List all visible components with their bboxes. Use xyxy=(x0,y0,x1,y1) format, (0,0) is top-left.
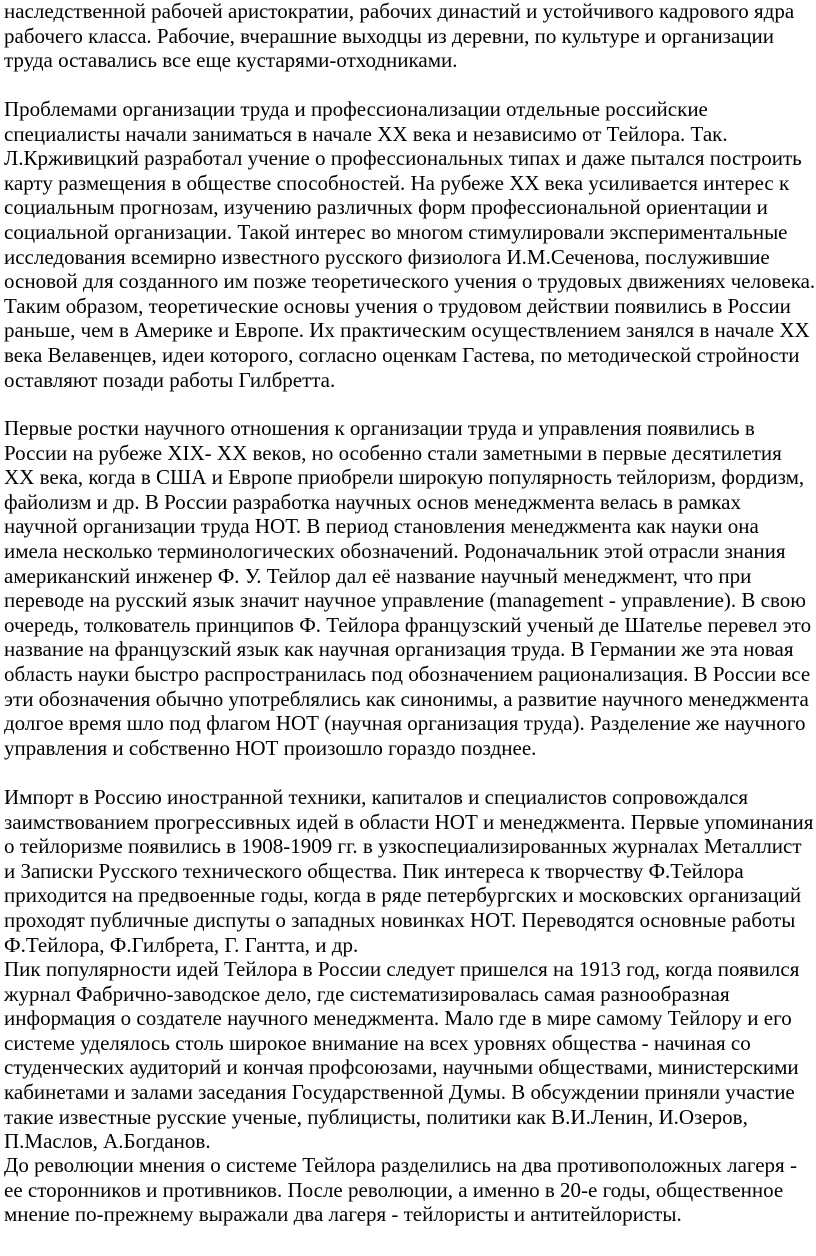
paragraph-3: Первые ростки научного отношения к организации труда и управления появились в России на рубеже XIX- XX веков, но особенно стали заметными в первые десятилетия XX века, когда в США и Европе приобрели широкую популярность тейлоризм, фордизм, файолизм и др. В России разработка научных основ менеджмента велась в рамках научной организации труда НОТ. В период становления менеджмента как науки она имела несколько терминологических обозначений. Родоначальник этой отрасли знания американский инженер Ф. У. Тейлор дал её название научный менеджмент, что при переводе на русский язык значит научное управление (management - управление). В свою очередь, толкователь принципов Ф. Тейлора французский ученый де Шателье перевел это название на французский язык как научная организация труда. В Германии же эта новая область науки быстро распространилась под обозначением рационализация. В России все эти обозначения обычно употреблялись как синонимы, а развитие научного менеджмента долгое время шло под флагом НОТ (научная организация труда). Разделение же научного управления и собственно НОТ произошло гораздо позднее. xyxy=(4,416,812,760)
paragraph-6: До революции мнения о системе Тейлора разделились на два противоположных лагеря - ее сторонников и противников. После революции, а именно в 20-е годы, общественное мнение по-прежнему выражали два лагеря - тейлористы и антитейлористы. xyxy=(4,1153,797,1227)
paragraph-4: Импорт в Россию иностранной техники, капиталов и специалистов сопровождался заимствованием прогрессивных идей в области НОТ и менеджмента. Первые упоминания о тейлоризме появились в 1908-1909 гг. в узкоспециализированных журналах Металлист и Записки Русского технического общества. Пик интереса к творчеству Ф.Тейлора приходится на предвоенные годы, когда в ряде петербургских и московских организаций проходят публичные диспуты о западных новинках НОТ. Переводятся основные работы Ф.Тейлора, Ф.Гилбрета, Г. Гантта, и др. xyxy=(4,785,814,957)
paragraph-1: наследственной рабочей аристократии, рабочих династий и устойчивого кадрового ядра рабочего класса. Рабочие, вчерашние выходцы из деревни, по культуре и организации труда оставались все еще кустарями-отходниками. xyxy=(4,0,795,73)
paragraph-2: Проблемами организации труда и профессионализации отдельные российские специалисты начали заниматься в начале XX века и независимо от Тейлора. Так. Л.Крживицкий разработал учение о профессиональных типах и даже пытался построить карту размещения в обществе способностей. На рубеже XX века усиливается интерес к социальным прогнозам, изучению различных форм профессиональной ориентации и социальной организации. Такой интерес во многом стимулировали экспериментальные исследования всемирно известного русского физиолога И.М.Сеченова, послужившие основой для созданного им позже теоретического учения о трудовых движениях человека. Таким образом, теоретические основы учения о трудовом действии появились в России раньше, чем в Америке и Европе. Их практическим осуществлением занялся в начале XX века Велавенцев, идеи которого, согласно оценкам Гастева, по методической стройности оставляют позади работы Гилбретта. xyxy=(4,97,816,392)
paragraph-5: Пик популярности идей Тейлора в России следует пришелся на 1913 год, когда появился журнал Фабрично-заводское дело, где систематизировалась самая разнообразная информация о создателе научного менеджмента. Мало где в мире самому Тейлору и его системе уделялось столь широкое внимание на всех уровнях общества - начиная со студенческих аудиторий и кончая профсоюзами, научными обществами, министерскими кабинетами и залами заседания Государственной Думы. В обсуждении приняли участие такие известные русские ученые, публицисты, политики как В.И.Ленин, И.Озеров, П.Маслов, А.Богданов. xyxy=(4,957,800,1154)
